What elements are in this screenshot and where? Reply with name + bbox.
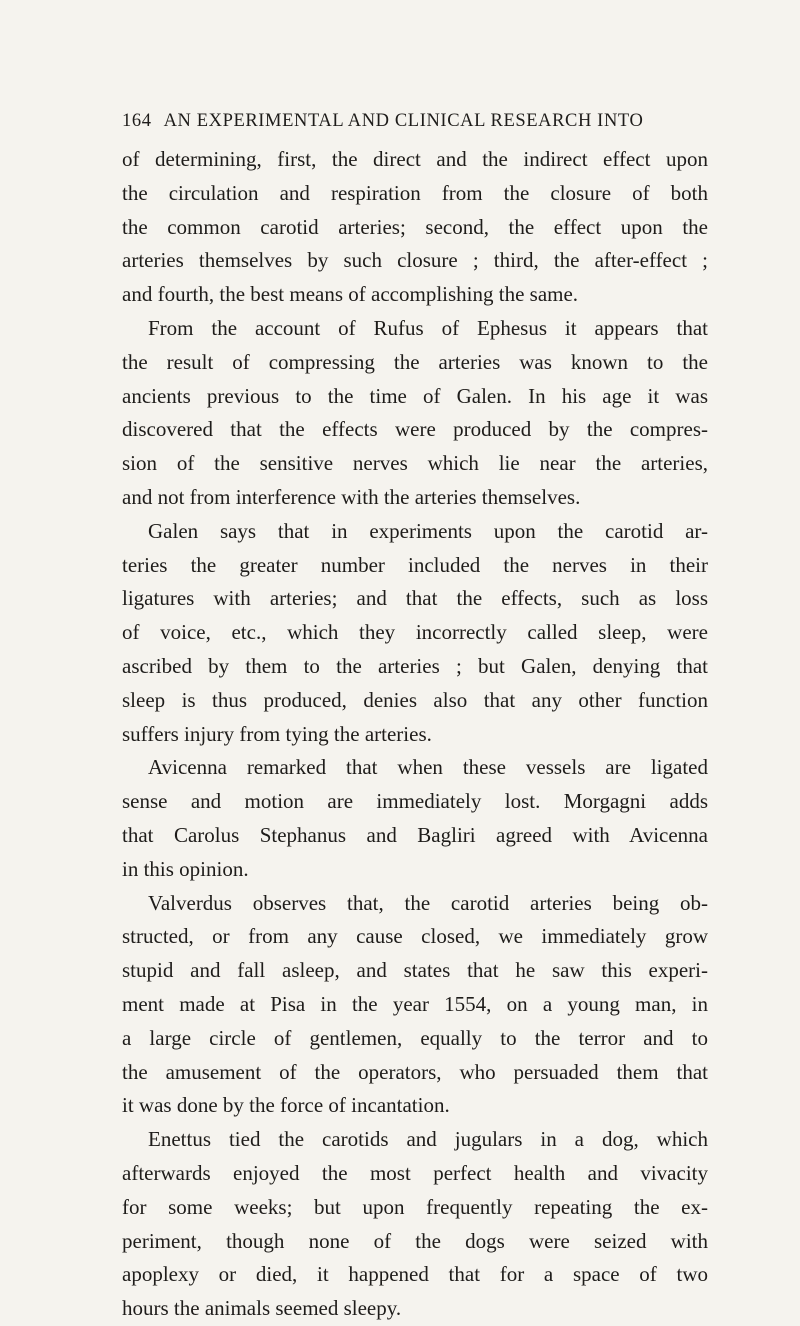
text-line: periment, though none of the dogs were seized with bbox=[122, 1228, 708, 1253]
text-line: that Carolus Stephanus and Bagliri agreed with Avicenna bbox=[122, 822, 708, 847]
text-line: structed, or from any cause closed, we immediately grow bbox=[122, 924, 708, 949]
text-line: ascribed by them to the arteries ; but Galen, denying that bbox=[122, 653, 708, 678]
text-line: the common carotid arteries; second, the effect upon the bbox=[122, 214, 708, 239]
text-line: stupid and fall asleep, and states that he saw this experi- bbox=[122, 958, 708, 983]
text-line: for some weeks; but upon frequently repeating the ex- bbox=[122, 1194, 708, 1219]
text-line: ment made at Pisa in the year 1554, on a young man, in bbox=[122, 991, 708, 1016]
text-line: arteries themselves by such closure ; third, the after-effect ; bbox=[122, 248, 708, 273]
body-text bbox=[122, 143, 708, 1326]
text-line: it was done by the force of incantation. bbox=[122, 1093, 450, 1118]
page-number: 164 bbox=[122, 111, 152, 131]
text-line: sion of the sensitive nerves which lie near the arteries, bbox=[122, 451, 708, 476]
paragraph-start-line: Enettus tied the carotids and jugulars in a dog, which bbox=[148, 1127, 708, 1152]
text-line: apoplexy or died, it happened that for a space of two bbox=[122, 1262, 708, 1287]
text-line: of determining, first, the direct and the indirect effect upon bbox=[122, 147, 708, 171]
text-line: of voice, etc., which they incorrectly called sleep, were bbox=[122, 620, 708, 645]
text-line: a large circle of gentlemen, equally to the terror and to bbox=[122, 1025, 708, 1050]
text-line: discovered that the effects were produced by the compres- bbox=[122, 417, 708, 442]
text-line: suffers injury from tying the arteries. bbox=[122, 721, 432, 746]
text-line: the result of compressing the arteries was known to the bbox=[122, 349, 708, 374]
running-head bbox=[122, 111, 712, 132]
text-line: sense and motion are immediately lost. Morgagni adds bbox=[122, 789, 708, 814]
paragraph-start-line: Avicenna remarked that when these vessels are ligated bbox=[148, 755, 708, 780]
text-line: teries the greater number included the nerves in their bbox=[122, 552, 708, 577]
text-line: ancients previous to the time of Galen. In his age it was bbox=[122, 383, 708, 408]
paragraph-start-line: Valverdus observes that, the carotid arteries being ob- bbox=[148, 890, 708, 915]
text-line: in this opinion. bbox=[122, 856, 249, 881]
text-line: sleep is thus produced, denies also that any other function bbox=[122, 687, 708, 712]
paragraph-start-line: From the account of Rufus of Ephesus it appears that bbox=[148, 315, 708, 340]
text-line: afterwards enjoyed the most perfect health and vivacity bbox=[122, 1160, 708, 1185]
text-line: and fourth, the best means of accomplishing the same. bbox=[122, 282, 579, 307]
text-line: ligatures with arteries; and that the effects, such as loss bbox=[122, 586, 708, 611]
text-line: the circulation and respiration from the closure of both bbox=[122, 180, 708, 205]
paragraph-start-line: Galen says that in experiments upon the carotid ar- bbox=[148, 518, 708, 543]
text-line: and not from interference with the arteries themselves. bbox=[122, 484, 581, 509]
text-line: hours the animals seemed sleepy. bbox=[122, 1296, 402, 1321]
running-title: AN EXPERIMENTAL AND CLINICAL RESEARCH INTO bbox=[163, 111, 644, 131]
text-line: the amusement of the operators, who persuaded them that bbox=[122, 1059, 708, 1084]
